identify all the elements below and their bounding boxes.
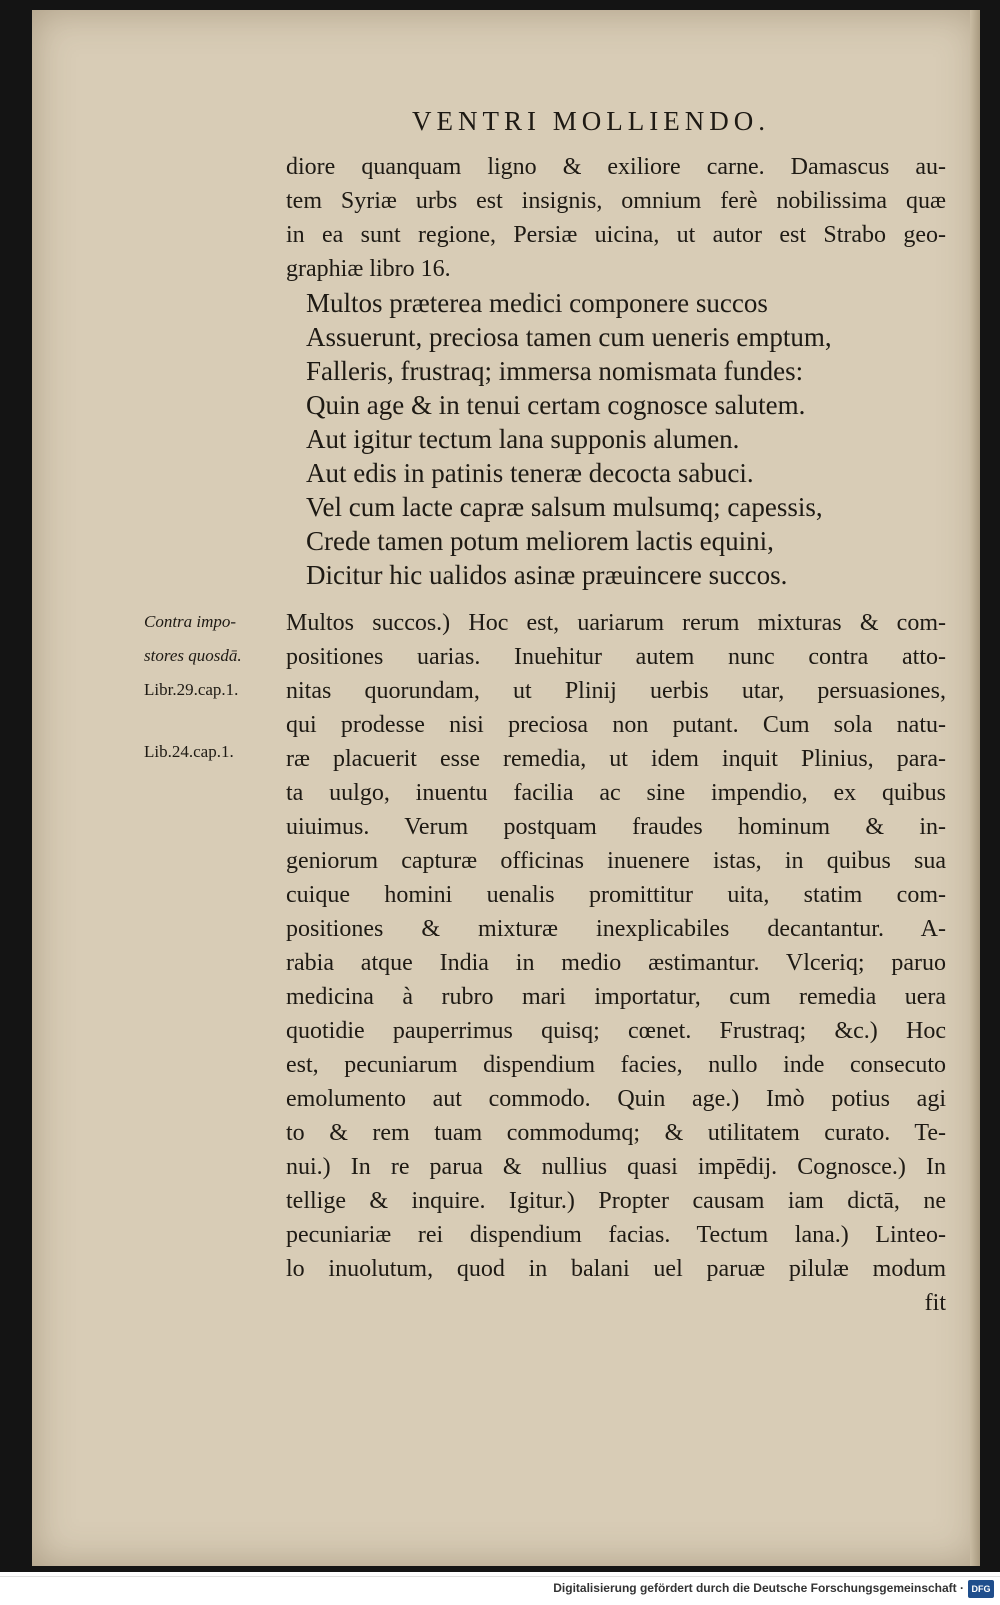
commentary-line: cuique homini uenalis promittitur uita, statim com- bbox=[286, 882, 946, 908]
commentary-line: ræ placuerit esse remedia, ut idem inquit Plinius, para- bbox=[286, 746, 946, 772]
commentary-line: quotidie pauperrimus quisq; cœnet. Frustraq; &c.) Hoc bbox=[286, 1018, 946, 1044]
commentary-line: lo inuolutum, quod in balani uel paruæ pilulæ modum bbox=[286, 1256, 946, 1282]
footer-credit: Digitalisierung gefördert durch die Deutsche Forschungsgemeinschaft · bbox=[553, 1581, 964, 1595]
commentary-block bbox=[286, 606, 946, 1320]
commentary-line: emolumento aut commodo. Quin age.) Imò potius agi bbox=[286, 1086, 946, 1112]
verse-line: Aut edis in patinis teneræ decocta sabuci. bbox=[306, 458, 754, 488]
verse-line: Falleris, frustraq; immersa nomismata fundes: bbox=[306, 356, 804, 386]
verse-line: Assuerunt, preciosa tamen cum ueneris emptum, bbox=[306, 322, 832, 352]
commentary-line: nitas quorundam, ut Plinij uerbis utar, persuasiones, bbox=[286, 678, 946, 704]
prose-top-block bbox=[286, 150, 946, 286]
marginal-note: Libr.29.cap.1. bbox=[144, 680, 239, 699]
verse-line: Multos præterea medici componere succos bbox=[306, 288, 768, 318]
commentary-line: positiones & mixturæ inexplicabiles decantantur. A- bbox=[286, 916, 946, 942]
commentary-line: tellige & inquire. Igitur.) Propter causam iam dictā, ne bbox=[286, 1188, 946, 1214]
footer-bar bbox=[0, 1576, 1000, 1605]
prose-line: diore quanquam ligno & exiliore carne. Damascus au- bbox=[286, 154, 946, 180]
commentary-line: nui.) In re parua & nullius quasi impēdij. Cognosce.) In bbox=[286, 1154, 946, 1180]
marginal-note: stores quosdā. bbox=[144, 646, 242, 665]
commentary-line: geniorum capturæ officinas inuenere istas, in quibus sua bbox=[286, 848, 946, 874]
dfg-logo-icon: DFG bbox=[968, 1580, 994, 1598]
commentary-line: Multos succos.) Hoc est, uariarum rerum mixturas & com- bbox=[286, 610, 946, 636]
prose-line: graphiæ libro 16. bbox=[286, 256, 451, 282]
commentary-line: medicina à rubro mari importatur, cum remedia uera bbox=[286, 984, 946, 1010]
commentary-line: ta uulgo, inuentu facilia ac sine impendio, ex quibus bbox=[286, 780, 946, 806]
verse-line: Quin age & in tenui certam cognosce salutem. bbox=[306, 390, 806, 420]
commentary-line: to & rem tuam commodumq; & utilitatem curato. Te- bbox=[286, 1120, 946, 1146]
prose-line: in ea sunt regione, Persiæ uicina, ut autor est Strabo geo- bbox=[286, 222, 946, 248]
verse-line: Aut igitur tectum lana supponis alumen. bbox=[306, 424, 740, 454]
commentary-line: rabia atque India in medio æstimantur. Vlceriq; paruo bbox=[286, 950, 946, 976]
commentary-line: pecuniariæ rei dispendium facias. Tectum lana.) Linteo- bbox=[286, 1222, 946, 1248]
commentary-line: uiuimus. Verum postquam fraudes hominum & in- bbox=[286, 814, 946, 840]
marginal-note: Contra impo- bbox=[144, 612, 237, 631]
commentary-line: qui prodesse nisi preciosa non putant. Cum sola natu- bbox=[286, 712, 946, 738]
verse-line: Crede tamen potum meliorem lactis equini, bbox=[306, 526, 774, 556]
marginal-note: Lib.24.cap.1. bbox=[144, 742, 234, 761]
running-header: VENTRI MOLLIENDO. bbox=[412, 106, 770, 136]
prose-line: tem Syriæ urbs est insignis, omnium ferè nobilissima quæ bbox=[286, 188, 946, 214]
commentary-line: positiones uarias. Inuehitur autem nunc contra atto- bbox=[286, 644, 946, 670]
verse-block bbox=[306, 286, 946, 592]
verse-line: Vel cum lacte capræ salsum mulsumq; capessis, bbox=[306, 492, 823, 522]
catchword: fit bbox=[924, 1290, 946, 1316]
commentary-line: est, pecuniarum dispendium facies, nullo inde consecuto bbox=[286, 1052, 946, 1078]
page-edge bbox=[970, 10, 980, 1566]
verse-line: Dicitur hic ualidos asinæ præuincere succos. bbox=[306, 560, 788, 590]
